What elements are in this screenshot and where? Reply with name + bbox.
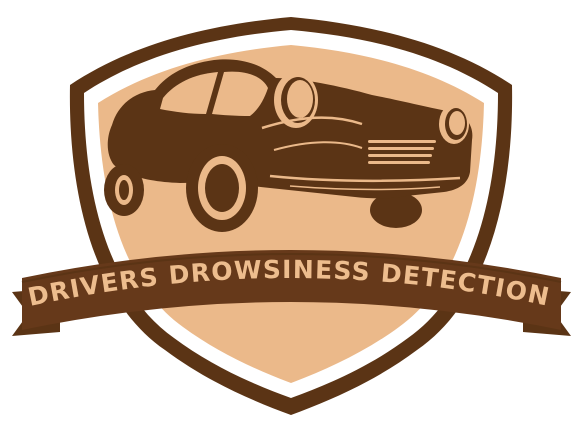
banner-title: DRIVERS DROWSINESS DETECTION: [25, 254, 553, 312]
